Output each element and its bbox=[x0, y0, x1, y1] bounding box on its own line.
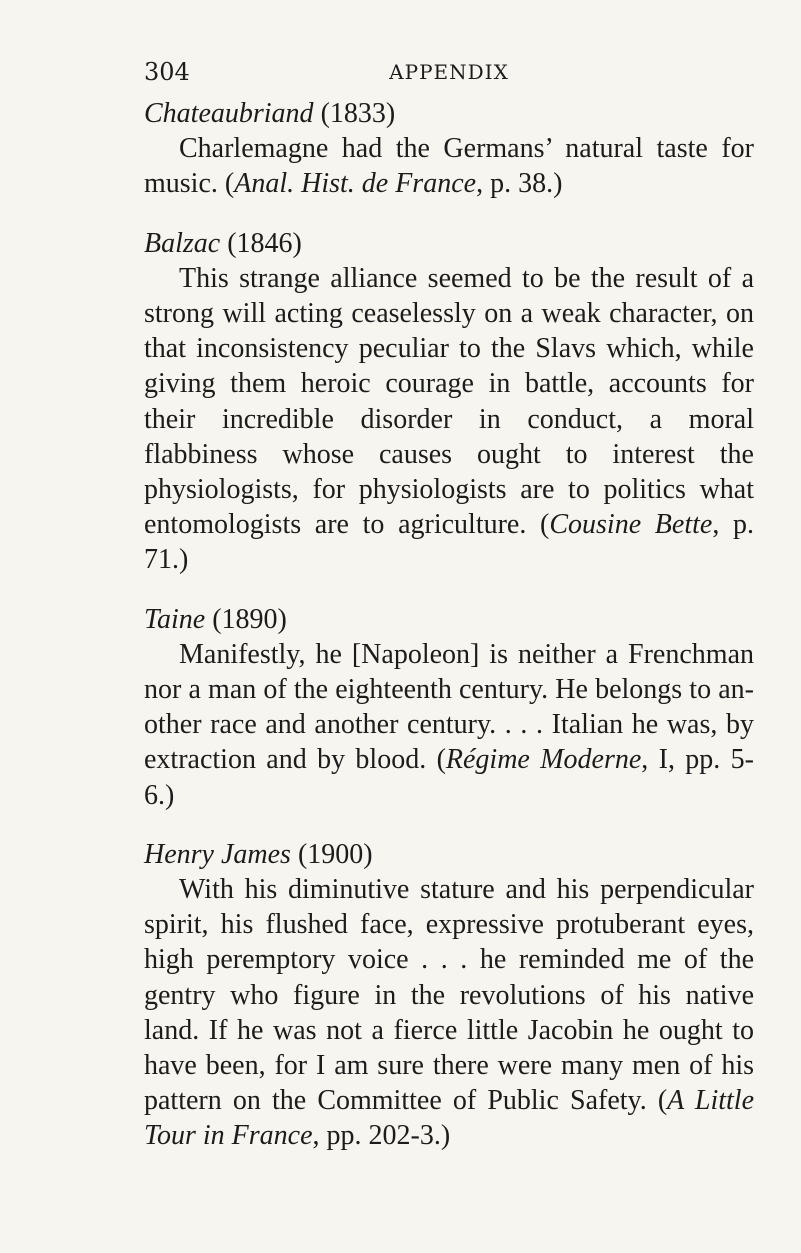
quotation-text bbox=[144, 872, 754, 1154]
page-content bbox=[144, 96, 754, 1154]
quotation-body: Manifestly, he [Napoleon] is neither a Frenchman nor a man of the eighteenth century. He belongs to another race and another century. . . . Italian he was, by extraction and by blood. bbox=[144, 638, 754, 776]
quotation-entry bbox=[144, 837, 754, 1154]
quotation-body: This strange alliance seemed to be the result of a strong will acting ceaselessly on a weak character, on that inconsistency peculiar to the Slavs which, while giving them heroic courage in battle, accounts for their incredible disorder in conduct, a moral flabbiness whose causes ought to interest the physiologists, for physiologists are to politics what entomologists are to agriculture. bbox=[144, 262, 754, 541]
quotation-body: With his diminutive stature and his perpendicular spirit, his flushed face, expressive protuberant eyes, high peremptory voice . . . he reminded me of the gentry who figure in the revolutions of his native land. If he was not a fierce little Jacobin he ought to have been, for I am sure there were many men of his pattern on the Committee of Public Safety. bbox=[144, 874, 754, 1117]
author-year: (1900) bbox=[290, 838, 373, 870]
quotation-entry bbox=[144, 226, 754, 578]
entry-heading bbox=[144, 837, 754, 872]
quotation-text bbox=[144, 637, 754, 813]
author-year: (1846) bbox=[220, 227, 302, 259]
author-year: (1833) bbox=[313, 98, 396, 129]
citation: (A Little Tour in France, pp. 202-3.) bbox=[144, 1085, 755, 1152]
quotation-text bbox=[144, 261, 754, 578]
author-name: Taine bbox=[144, 603, 206, 635]
author-name: Balzac bbox=[144, 227, 221, 259]
citation-title: Régime Moderne bbox=[445, 744, 642, 776]
quotation-entry bbox=[144, 96, 754, 202]
citation: (Cousine Bette, p. 71.) bbox=[144, 509, 754, 576]
quotation-text bbox=[144, 131, 754, 201]
author-year: (1890) bbox=[205, 603, 287, 635]
author-name: Henry James bbox=[144, 838, 291, 870]
citation: (Régime Moderne, I, pp. 5-6.) bbox=[144, 744, 754, 811]
citation-title: A Little Tour in France bbox=[144, 1085, 755, 1152]
entry-heading bbox=[144, 96, 754, 131]
quotation-entry bbox=[144, 602, 754, 813]
page-header bbox=[144, 58, 754, 94]
citation: (Anal. Hist. de France, p. 38.) bbox=[224, 168, 563, 200]
citation-title: Anal. Hist. de France bbox=[234, 168, 477, 200]
entry-heading bbox=[144, 602, 754, 637]
page-number: 304 bbox=[144, 58, 190, 86]
author-name: Chateaubriand bbox=[144, 98, 314, 129]
entry-heading bbox=[144, 226, 754, 261]
running-head: APPENDIX bbox=[389, 60, 509, 84]
citation-title: Cousine Bette bbox=[549, 509, 713, 541]
quotation-body: Charlemagne had the Germans’ natural taste for music. bbox=[144, 133, 754, 200]
